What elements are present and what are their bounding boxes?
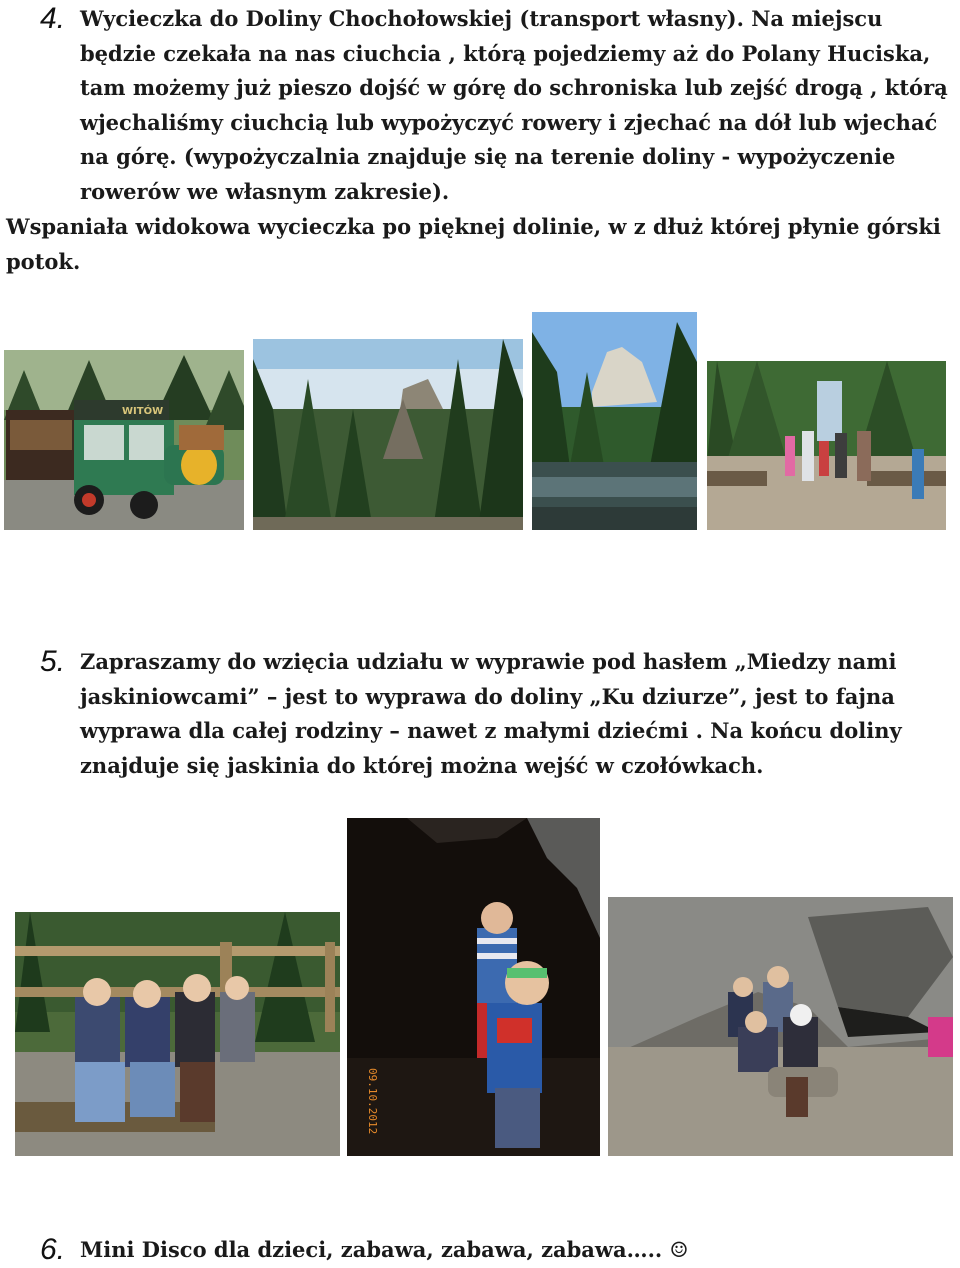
photo-rock-kids (608, 897, 953, 1156)
photo-train (4, 350, 244, 530)
section-6-number: 6. (40, 1233, 66, 1266)
section-4-subtext (6, 210, 941, 279)
text-line: Wycieczka do Doliny Chochołowskiej (transport własny). Na miejscu (80, 6, 883, 31)
text-line: jaskiniowcami” – jest to wyprawa do doliny „Ku dziurze”, jest to fajna (80, 683, 895, 709)
text-line: na górę. (wypożyczalnia znajduje się na terenie doliny - wypożyczenie (80, 144, 896, 170)
train-sign: WITÓW (122, 406, 164, 417)
text-line: Wspaniała widokowa wycieczka po pięknej dolinie, w z dłuż której płynie górski (6, 214, 941, 239)
section-4-text (80, 2, 948, 210)
text-line: potok. (6, 248, 81, 274)
section-5-text (80, 645, 902, 783)
section-4-number: 4. (40, 2, 66, 35)
section-5-number: 5. (40, 645, 66, 678)
photo-group-road (707, 361, 946, 530)
photo-datestamp: 09.10.2012 (366, 1068, 379, 1135)
text-line: znajduje się jaskinia do której można wejść w czołówkach. (80, 752, 764, 778)
photo-valley-rocks (253, 339, 523, 530)
text-line: będzie czekała na nas ciuchcia , którą pojedziemy aż do Polany Huciska, (80, 40, 931, 66)
text-line: wyprawa dla całej rodziny – nawet z małymi dziećmi . Na końcu doliny (80, 718, 902, 744)
text-line: wjechaliśmy ciuchcią lub wypożyczyć rowery i zjechać na dół lub wjechać (80, 109, 938, 135)
text-line: tam możemy już pieszo dojść w górę do schroniska lub zejść drogą , którą (80, 75, 948, 101)
photo-stream-peaks (532, 312, 697, 530)
text-line: Zapraszamy do wzięcia udziału w wyprawie pod hasłem „Miedzy nami (80, 649, 897, 674)
text-line: rowerów we własnym zakresie). (80, 178, 450, 204)
section-6-text: Mini Disco dla dzieci, zabawa, zabawa, zabawa….. ☺ (80, 1237, 689, 1262)
photo-cave-kids (347, 818, 600, 1156)
photo-kids-fence (15, 912, 340, 1156)
